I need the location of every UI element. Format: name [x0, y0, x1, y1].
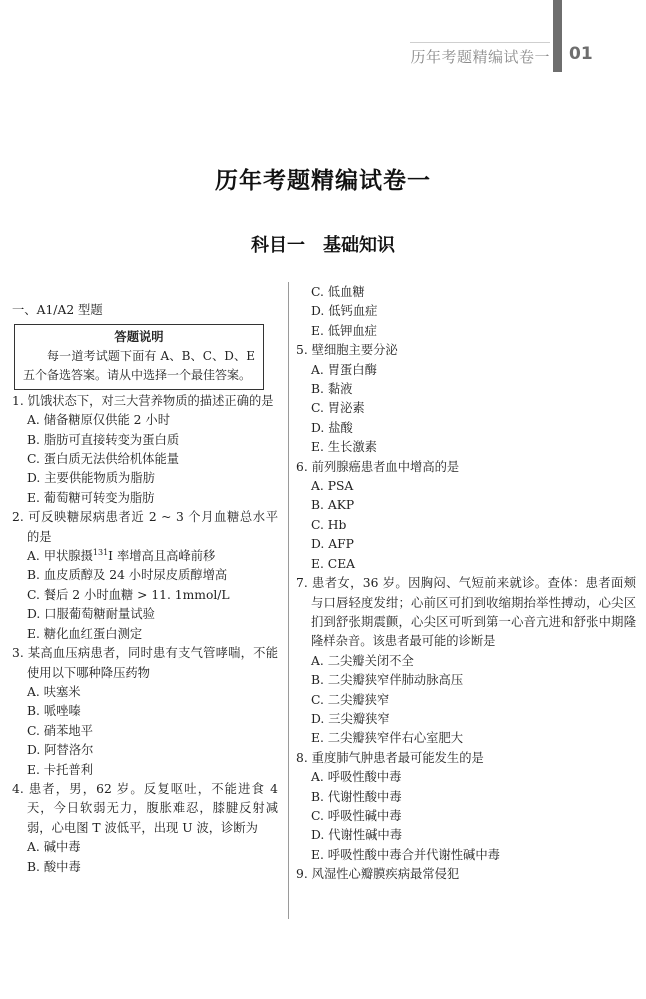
question: [12, 392, 278, 508]
header-rule: [410, 42, 550, 43]
answer-option: C. 二尖瓣狭窄: [311, 692, 390, 707]
page-title: 历年考题精编试卷一: [215, 167, 431, 194]
answer-option: B. 酸中毒: [27, 859, 81, 874]
section-heading: 一、A1/A2 型题: [12, 303, 103, 317]
right-column: [296, 283, 636, 885]
question-stem: 6. 前列腺癌患者血中增高的是: [296, 459, 460, 474]
isotope-superscript: 131: [92, 548, 109, 558]
running-title: 历年考题精编试卷一: [410, 48, 550, 66]
option-text: A. 甲状腺摄: [27, 549, 93, 564]
answer-option: A. 呼吸性酸中毒: [311, 770, 402, 785]
answer-option: A. 呋塞米: [27, 684, 81, 699]
answer-option: D. 主要供能物质为脂肪: [27, 471, 155, 486]
answer-option: C. 蛋白质无法供给机体能量: [27, 452, 180, 467]
question-stem: 9. 风湿性心瓣膜疾病最常侵犯: [296, 867, 460, 882]
question-stem: 8. 重度肺气肿患者最可能发生的是: [296, 750, 484, 765]
answer-option: E. 卡托普利: [27, 762, 93, 777]
answer-option: D. 盐酸: [311, 420, 353, 435]
answer-option: E. 糖化血红蛋白测定: [27, 626, 143, 641]
answer-option: C. Hb: [311, 517, 347, 532]
answer-option: D. 低钙血症: [311, 304, 378, 319]
answer-option: A. PSA: [311, 479, 354, 494]
left-column: [12, 301, 278, 877]
answer-option: E. 二尖瓣狭窄伴右心室肥大: [311, 731, 464, 746]
question-stem: 1. 饥饿状态下，对三大营养物质的描述正确的是: [12, 393, 274, 408]
page-subtitle: 科目一 基础知识: [251, 235, 395, 256]
answer-option: A. 二尖瓣关闭不全: [311, 653, 414, 668]
answer-option: D. 三尖瓣狭窄: [311, 711, 390, 726]
answer-option: C. 低血糖: [311, 285, 365, 299]
question: [296, 458, 636, 574]
answer-option: B. AKP: [311, 498, 355, 513]
answer-option: D. 代谢性碱中毒: [311, 828, 403, 843]
answer-option: D. 阿替洛尔: [27, 743, 94, 758]
question-stem: 7. 患者女，36 岁。因胸闷、气短前来就诊。查体：患者面颊与口唇轻度发绀；心前区可扪到收缩期抬举性搏动，心尖区扪到舒张期震颤，心尖区可听到第一心音亢进和舒张中期隆隆样杂音。该患者最可能的诊断是: [296, 576, 636, 649]
answer-option: C. 呼吸性碱中毒: [311, 808, 402, 823]
question-stem: 2. 可反映糖尿病患者近 2 ~ 3 个月血糖总水平的是: [12, 510, 278, 544]
question-stem: 5. 壁细胞主要分泌: [296, 343, 398, 358]
answer-option: E. 葡萄糖可转变为脂肪: [27, 490, 155, 505]
instructions-title: 答题说明: [114, 329, 164, 345]
answer-option: B. 哌唑嗪: [27, 704, 81, 719]
answer-option: E. 呼吸性酸中毒合并代谢性碱中毒: [311, 847, 500, 862]
answer-option: E. 低钾血症: [311, 323, 377, 338]
answer-option: [12, 547, 278, 566]
answer-option: B. 血皮质醇及 24 小时尿皮质醇增高: [27, 568, 228, 583]
answer-option: B. 脂肪可直接转变为蛋白质: [27, 432, 180, 447]
answer-option: A. 储备糖原仅供能 2 小时: [27, 413, 171, 428]
answer-option: E. CEA: [311, 556, 356, 571]
question-continued: [296, 283, 636, 341]
question: [12, 508, 278, 644]
question: [12, 780, 278, 877]
column-divider: [288, 282, 289, 919]
answer-option: E. 生长激素: [311, 440, 377, 455]
instructions-box: [14, 324, 264, 389]
question: [296, 865, 636, 884]
answer-option: C. 硝苯地平: [27, 723, 93, 738]
option-text-tail: I 率增高且高峰前移: [108, 549, 216, 564]
answer-option: B. 代谢性酸中毒: [311, 789, 402, 804]
answer-option: B. 黏液: [311, 382, 353, 397]
answer-option: C. 胃泌素: [311, 401, 365, 416]
page-number: 01: [569, 44, 593, 64]
instructions-text: 每一道考试题下面有 A、B、C、D、E 五个备选答案。请从中选择一个最佳答案。: [23, 348, 255, 382]
question: [12, 644, 278, 780]
question-stem: 3. 某高血压病患者，同时患有支气管哮喘，不能使用以下哪种降压药物: [12, 646, 278, 680]
answer-option: D. 口服葡萄糖耐量试验: [27, 607, 155, 622]
answer-option: A. 碱中毒: [27, 840, 81, 855]
question: [296, 341, 636, 457]
answer-option: A. 胃蛋白酶: [311, 362, 377, 377]
header-accent-bar: [553, 0, 562, 72]
question-stem: 4. 患者，男，62 岁。反复呕吐，不能进食 4 天，今日软弱无力，腹胀难忍，膝腱反射减弱，心电图 T 波低平，出现 U 波，诊断为: [12, 781, 278, 835]
question: [296, 749, 636, 865]
answer-option: C. 餐后 2 小时血糖 > 11. 1mmol/L: [27, 587, 230, 602]
question: [296, 574, 636, 749]
answer-option: B. 二尖瓣狭窄伴肺动脉高压: [311, 673, 464, 688]
answer-option: D. AFP: [311, 537, 354, 552]
